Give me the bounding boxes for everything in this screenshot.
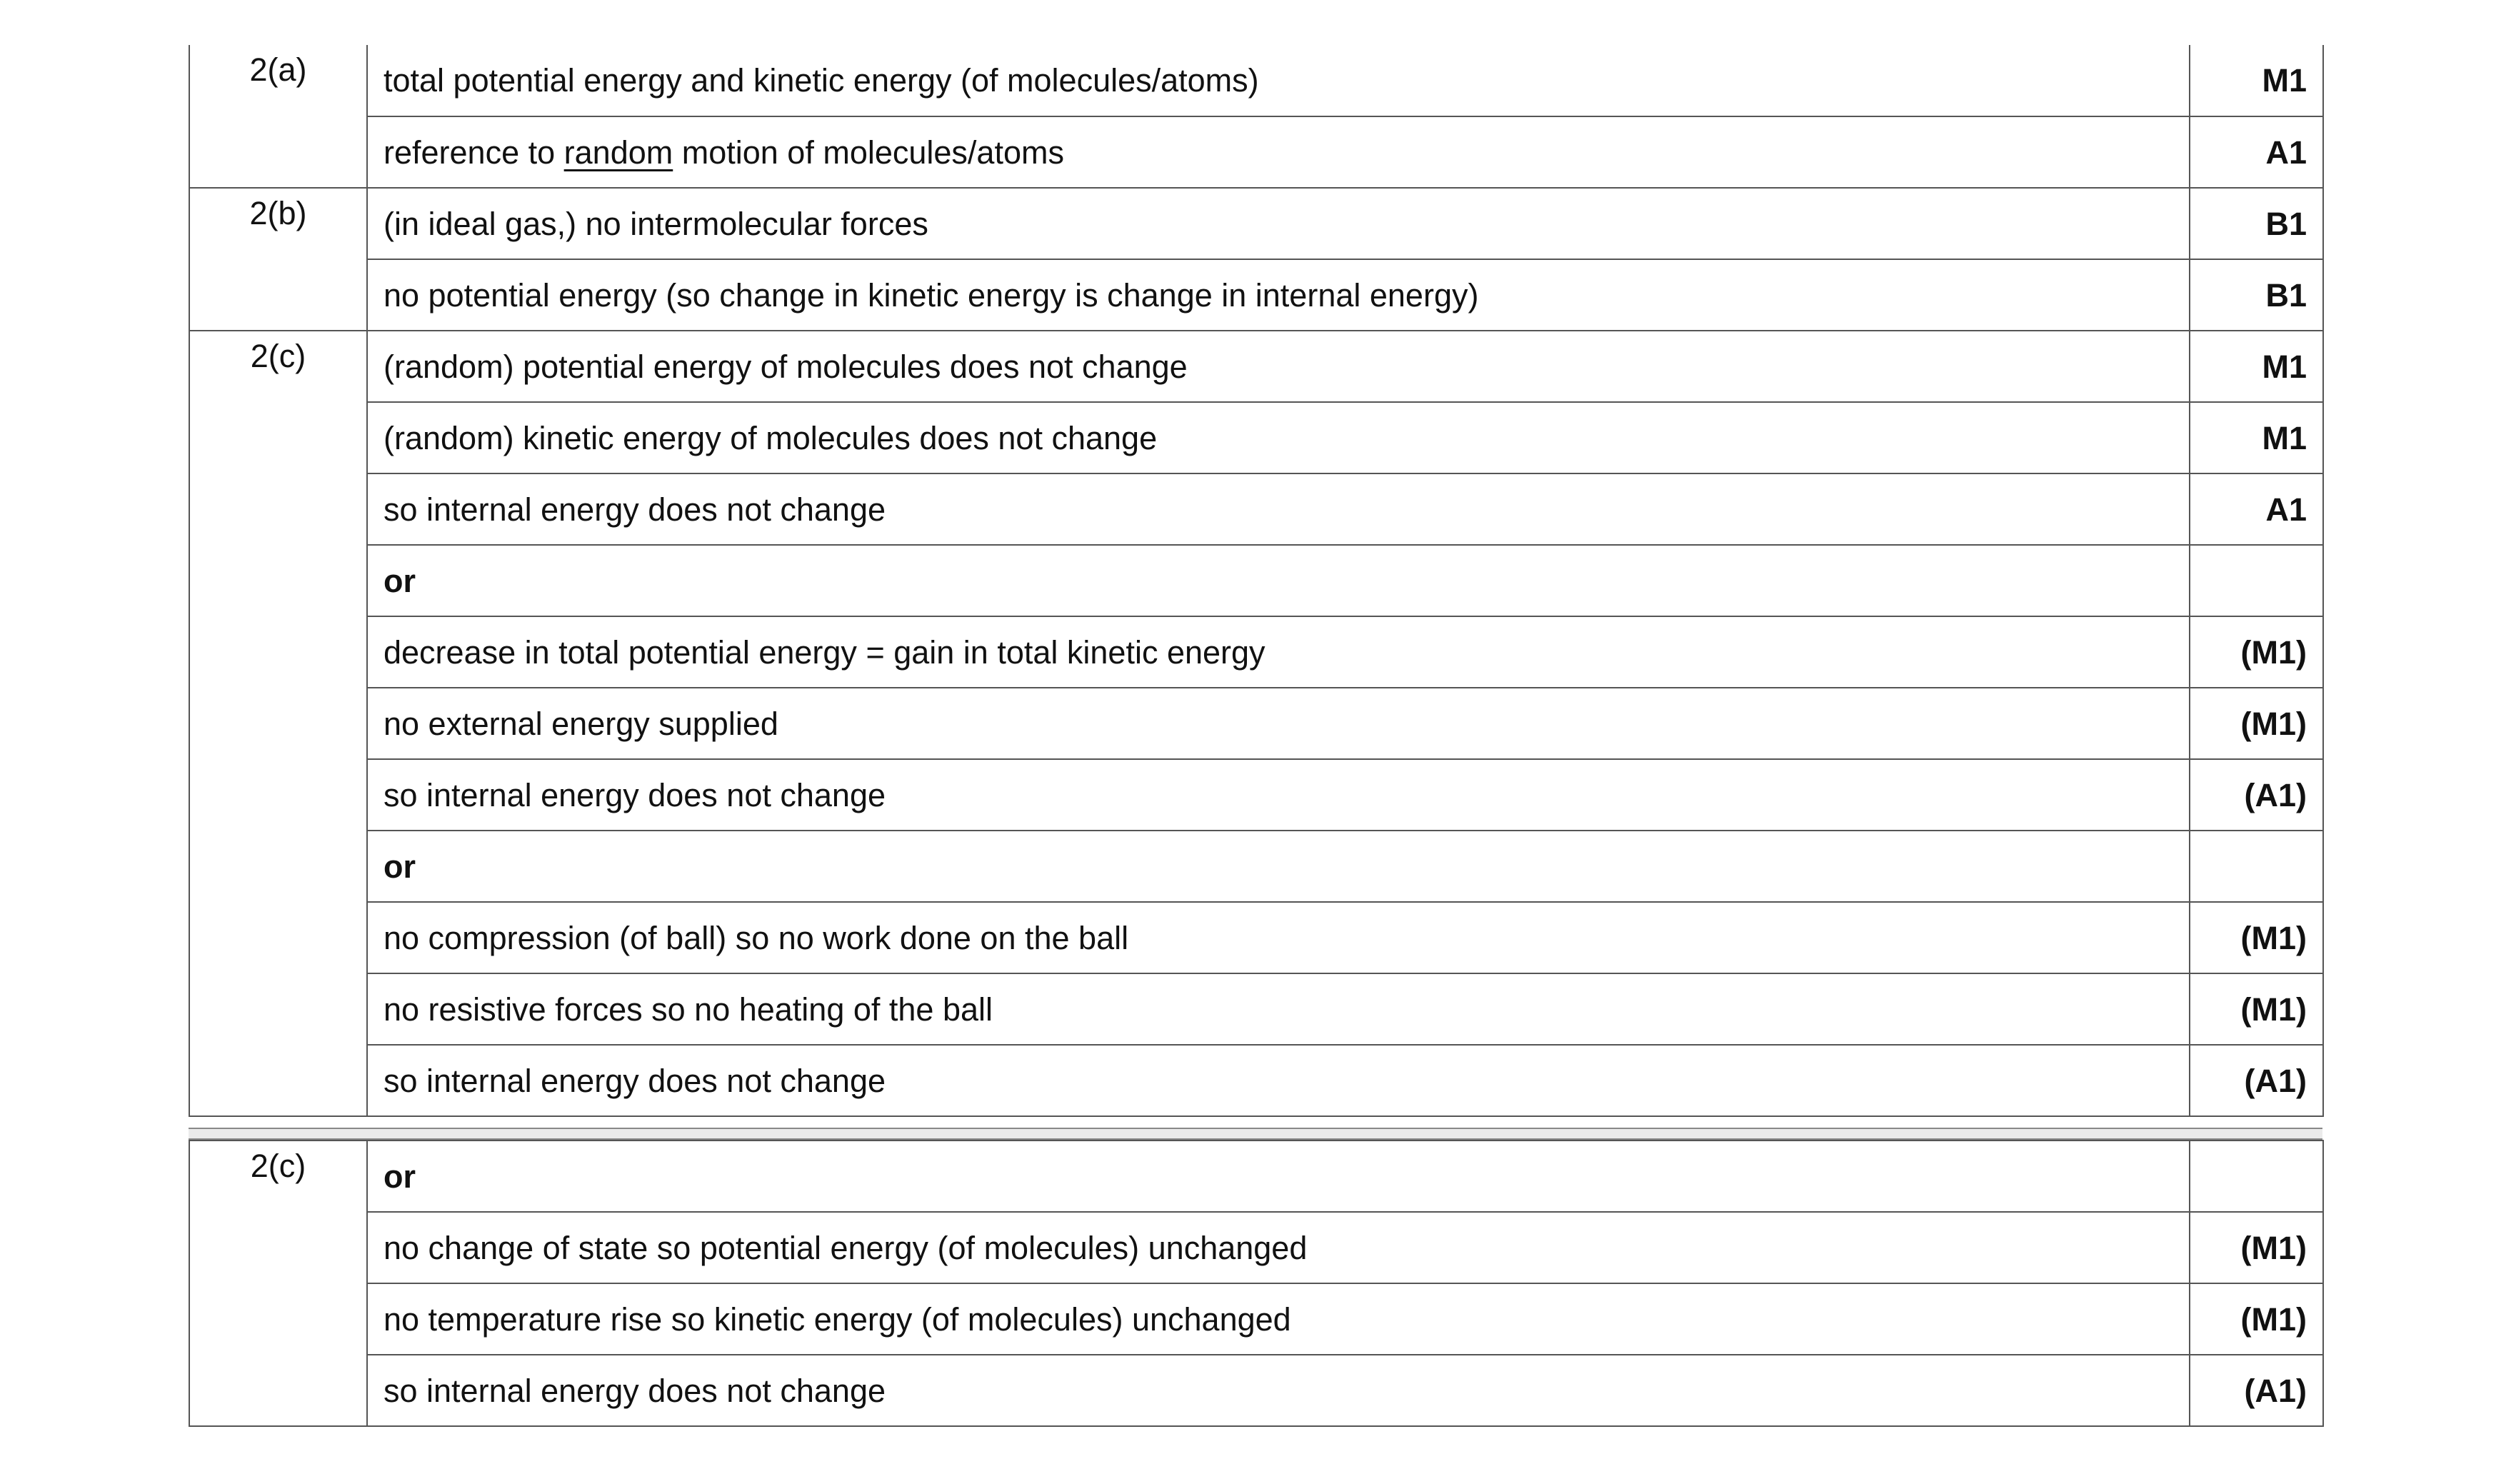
- answer-text: decrease in total potential energy = gain in total kinetic energy: [367, 616, 2190, 688]
- table-row: [189, 116, 2323, 188]
- answer-text: total potential energy and kinetic energy (of molecules/atoms): [367, 45, 2190, 116]
- mark-value: (A1): [2190, 759, 2323, 831]
- mark-value: A1: [2190, 473, 2323, 545]
- answer-text: [367, 116, 2190, 188]
- mark-value: [2190, 1140, 2323, 1212]
- mark-value: A1: [2190, 116, 2323, 188]
- mark-value: (M1): [2190, 688, 2323, 759]
- table-row: [189, 831, 2323, 902]
- answer-text-part: motion of molecules/atoms: [673, 134, 1064, 171]
- table-row: [189, 1283, 2323, 1355]
- answer-text-part: reference to: [384, 134, 564, 171]
- table-row: [189, 973, 2323, 1045]
- answer-text: (random) kinetic energy of molecules does not change: [367, 402, 2190, 473]
- mark-value: B1: [2190, 259, 2323, 331]
- table-row: [189, 1140, 2323, 1212]
- mark-value: (M1): [2190, 902, 2323, 973]
- table-row: [189, 259, 2323, 331]
- mark-value: [2190, 831, 2323, 902]
- underlined-keyword: random: [563, 134, 673, 171]
- answer-text: so internal energy does not change: [367, 1045, 2190, 1116]
- mark-value: B1: [2190, 188, 2323, 259]
- table-row: [189, 45, 2323, 116]
- answer-text: so internal energy does not change: [367, 759, 2190, 831]
- mark-value: [2190, 545, 2323, 616]
- table-row: [189, 616, 2323, 688]
- table-row: [189, 188, 2323, 259]
- mark-value: (M1): [2190, 1283, 2323, 1355]
- table-row: [189, 902, 2323, 973]
- table-row: [189, 1355, 2323, 1426]
- mark-value: (M1): [2190, 1212, 2323, 1283]
- alternative-or-label: or: [367, 831, 2190, 902]
- answer-text: so internal energy does not change: [367, 473, 2190, 545]
- question-number: 2(a): [189, 45, 367, 188]
- mark-value: (M1): [2190, 973, 2323, 1045]
- table-row: [189, 759, 2323, 831]
- table-row: [189, 331, 2323, 402]
- mark-value: M1: [2190, 45, 2323, 116]
- answer-text: no temperature rise so kinetic energy (of molecules) unchanged: [367, 1283, 2190, 1355]
- alternative-or-label: or: [367, 1140, 2190, 1212]
- mark-value: (M1): [2190, 616, 2323, 688]
- table-row: [189, 402, 2323, 473]
- table-row: [189, 1045, 2323, 1116]
- answer-text: no compression (of ball) so no work done on the ball: [367, 902, 2190, 973]
- mark-scheme-table-bottom: [189, 1140, 2324, 1427]
- answer-text: (random) potential energy of molecules does not change: [367, 331, 2190, 402]
- answer-text: no external energy supplied: [367, 688, 2190, 759]
- answer-text: so internal energy does not change: [367, 1355, 2190, 1426]
- table-row: [189, 545, 2323, 616]
- answer-text: no potential energy (so change in kinetic energy is change in internal energy): [367, 259, 2190, 331]
- question-number: 2(b): [189, 188, 367, 331]
- table-row: [189, 688, 2323, 759]
- question-number: 2(c): [189, 331, 367, 1116]
- mark-value: (A1): [2190, 1045, 2323, 1116]
- mark-scheme-table-top: [189, 45, 2324, 1117]
- mark-value: M1: [2190, 331, 2323, 402]
- table-row: [189, 473, 2323, 545]
- mark-value: M1: [2190, 402, 2323, 473]
- alternative-or-label: or: [367, 545, 2190, 616]
- question-number: 2(c): [189, 1140, 367, 1426]
- mark-value: (A1): [2190, 1355, 2323, 1426]
- table-row: [189, 1212, 2323, 1283]
- page-break-divider: [189, 1128, 2322, 1140]
- answer-text: no change of state so potential energy (of molecules) unchanged: [367, 1212, 2190, 1283]
- answer-text: (in ideal gas,) no intermolecular forces: [367, 188, 2190, 259]
- answer-text: no resistive forces so no heating of the ball: [367, 973, 2190, 1045]
